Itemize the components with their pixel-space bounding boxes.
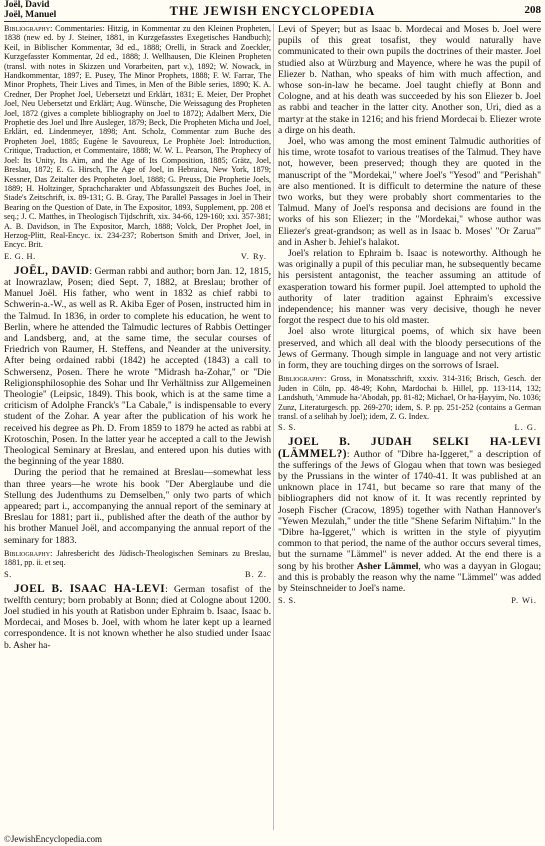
signature-line: S. S. P. Wi. xyxy=(278,596,537,606)
paragraph: Joel, who was among the most eminent Talmudic authorities of his time, wrote tosafot to various treatises of the Talmud. They have not, however, been preserved; though they are quoted in the manuscript of the "Mordekai," where Joel's "Yesod" and "Perishah" are also mentioned. It is difficult to determine the nature of these two works, but they were probably short commentaries to the Talmud. Many of Joel's responsa and decisions are found in the works of his son Eliezer; in the "Mordekai," whose author was Eliezer's great-grandson; as well as in Isaac b. Moses' "Or Zarua'" and in Asher b. Jehiel's halakot. xyxy=(278,136,541,248)
page-header xyxy=(4,0,541,22)
paragraph: Joel's relation to Ephraim b. Isaac is noteworthy. Although he was originally a pupil of this peculiar man, he subsequently became his persistent antagonist, the teacher assuming an attitude of exasperation toward his former pupil. Joel attempted to uphold the authority of later tradition against Ephraim's excessive independence; his manner was very decisive, though he never forgot the respect due to his old master. xyxy=(278,248,541,327)
headword: JOEL B. JUDAH SELKI HA-LEVI (LÄMMEL?) xyxy=(278,436,541,460)
signature-line: S. S. L. G. xyxy=(278,423,537,433)
bibliography-joel-b-isaac: Bibliography: Gross, in Monatsschrift, xxxiv. 314-316; Brisch, Gesch. der Juden in Cöln, pp. 48-49; Kohn, Mardochai b. Hillel, pp. 113-114, 132; Landshuth, 'Ammude ha-'Abodah, pp. 81-82; Michael, Or ha-Ḥayyim, No. 1036; Zunz, Literaturgesch. pp. 269-270; idem, S. P. pp. 251-252 (contains a German transl. of a selihah by Joel); idem, Z. G. Index. xyxy=(278,374,541,421)
left-column xyxy=(4,24,271,830)
bibliography-joel-prophet: Bibliography: Commentaries: Hitzig, in Kommentar zu den Kleinen Propheten, 1838 (new ed. by J. Steiner, 1881, in Kurzgefasstes Exegetisches Handbuch); Keil, in Biblischer Kommentar, 3d ed., 1888; Orelli, in Strack and Zoeckler, Kurzgefasster Kommentar, 2d ed., 1888; J. Wellhausen, Die Kleinen Propheten (transl. with notes in Skizzen und Vorarbeiten, part v.), 1892; W. Nowack, in Handkommentar, 1897; E. Pusey, The Minor Prophets, 1888; F. W. Farrar, The Minor Prophets, Their Lives and Times, in Men of the Bible series, 1890; K. A. Credner, Der Prophet Joel, Uebersetzt und Erklärt, 1831; E. Meier, Der Prophet Joel, Neu Uebersetzt und Erklärt; Aug. Wünsche, Die Weissagung des Propheten Joel, 1872 (gives a complete bibliography on Joel to 1872); Adalbert Merx, Die Prophetie des Joel und Ihre Ausleger, 1879; Beck, Die Propheten Micha und Joel, Erklärt, ed. Lindenmeyer, 1898; Ant. Scholz, Commentar zum Buche des Propheten Joel, 1885; Eugène le Savoureux, Le Prophète Joel: Introduction, Critique, Traduction, et Commentaire, 1888; W. W. L. Pearson, The Prophecy of Joel: Its Unity, Its Aim, and the Age of Its Composition, 1885; Grätz, Joel, Breslau, 1872; E. G. Hirsch, The Age of Joel, in Hebraica, New York, 1879; Kessner, Das Zeitalter des Propheten Joel, 1888; G. Preuss, Die Prophetie Joels, 1889; H. Holtzinger, Sprachcharakter und Abfassungszeit des Buches Joel, in Stade's Zeitschrift, ix. 89-131; G. B. Gray, The Parallel Passages in Joel in Their Bearing on the Question of Date, in The Expositor, 1893, Supplement, pp. 208 et seq.; J. C. Matthes, in Theologisch Tijdschrift, xix. 34-66, 129-160; xxi. 357-381; A. B. Davidson, in The Expositor, March, 1888; Volck, Der Prophet Joel, in Herzog-Plitt, Real-Encyc. ix. 234-237; Robertson Smith and Driver, Joel, in Encyc. Brit. xyxy=(4,24,271,250)
article-joel-b-judah-selki: JOEL B. JUDAH SELKI HA-LEVI (LÄMMEL?): Author of "Dibre ha-Iggeret," a description of the sufferings of the Jews of Glogau when that town was besieged by the Prussians in the winter of 1740-41. It was published at an unknown place in 1741, but became so rare that many of the bibliographers did not know of it. It was recently reprinted by Joseph Fischer (Cracow, 1895) together with Nathan Hannover's "Yewen Mezulah," under the title "Shene Sefarim Niftaḥim." In the "Dibre ha-Iggeret," which is written in the style of piyyuṭim common to that period, the name of the author occurs several times, but the surname "Lämmel" is never added. At the end there is a song by his brother Asher Lämmel, who was a dayyan in Glogau; and this is probably the reason why the name "Lämmel" was added by Steinschneider to Joel's name. xyxy=(278,436,541,594)
signature-line: S. B. Z. xyxy=(4,569,267,579)
paragraph-continued: Levi of Speyer; but as Isaac b. Mordecai and Moses b. Joel were pupils of this great tosafist, they would naturally have communicated to their own pupils the doctrines of their master. Joel studied also at Würzburg and Mayence, where he was the pupil of Eliezer b. Nathan, who speaks of him with much affection, and whose son-in-law he became. Joel taught chiefly at Bonn and Cologne, and at his death was succeeded by his son Eliezer b. Joel as rabbi and teacher in the latter city. Another son, Uri, died as a martyr at the stake in 1216; and his friend Mordecai b. Eliezer wrote a dirge on his death. xyxy=(278,24,541,136)
signature-line: E. G. H. V. Ry. xyxy=(4,251,267,261)
headword: JOEL B. ISAAC HA-LEVI xyxy=(14,582,166,595)
bibliography-joel-david: Bibliography: Jahresbericht des Jüdisch-Theologischen Seminars zu Breslau, 1881, pp. ii. et seq. xyxy=(4,548,271,568)
copyright-footer: ©JewishEncyclopedia.com xyxy=(4,834,103,844)
right-column xyxy=(278,24,541,830)
column-divider xyxy=(273,24,274,830)
running-head-line1: Joël, David xyxy=(4,0,50,10)
paragraph: Joel also wrote liturgical poems, of which six have been preserved, and which all deal with the bloody persecutions of the Jews of Germany. Though simple in language and not very artistic in form, they are touching dirges on the sorrows of Israel. xyxy=(278,326,541,372)
page-number: 208 xyxy=(524,4,541,16)
article-joel-b-isaac: JOEL B. ISAAC HA-LEVI: German tosafist of the twelfth century; born probably at Bonn; died at Cologne about 1200. Joel studied in his youth at Ratisbon under Ephraim b. Isaac, Isaac b. Mordecai, and Moses b. Joel, with whom he later kept up a learned correspondence. It is not known whether he also studied under Isaac b. Asher ha- xyxy=(4,582,271,651)
paragraph: During the period that he remained at Breslau—somewhat less than three years—he wrote his book "Der Aberglaube und die Stellung des Judenthums zu Demselben," only two parts of which appeared; part i., accompanying the annual report of the seminary at Breslau for 1881; part ii., published after the death of the author by his brother Manuel Joël, and accompanying the annual report of the seminary for 1883. xyxy=(4,467,271,546)
article-joel-david: JOËL, DAVID: German rabbi and author; born Jan. 12, 1815, at Inowrazlaw, Posen; died Sept. 7, 1882, at Breslau; brother of Manuel Joël. His father, who went in 1832 as chief rabbi to Schwerin-a.-W., as well as R. Akiba Eger of Posen, instructed him in the Talmud. In 1836, in order to complete his education, he went to Berlin, where he attended the Talmudic lectures of Rabbis Oettinger and Landsberg, and, at the same time, the secular courses of Friedrich von Raumer, H. Steffens, and Neander at the university. After being ordained rabbi (1842) he accepted (1843) a call to Schwersenz, Posen. There he wrote "Midrash ha-Zohar," or "Die Religionsphilosophie des Sohar und Ihr Verhältniss zur Allgemeinen Theologie" (Leipsic, 1849). This book, which is at the same time a criticism of Adolphe Franck's "La Cabale," is indispensable to every student of the Zohar. A year after the publication of his work he received his degree as Ph. D. From 1859 to 1879 he acted as rabbi at Krotoschin, Posen. In the latter year he accepted a call to the Jewish Theological Seminary at Breslau, and entered upon his duties with the beginning of the year 1880. xyxy=(4,264,271,468)
running-head-line2: Joël, Manuel xyxy=(4,9,57,20)
header-rule xyxy=(4,21,541,22)
encyclopedia-title: THE JEWISH ENCYCLOPEDIA xyxy=(169,4,376,18)
headword: JOËL, DAVID xyxy=(14,264,90,277)
